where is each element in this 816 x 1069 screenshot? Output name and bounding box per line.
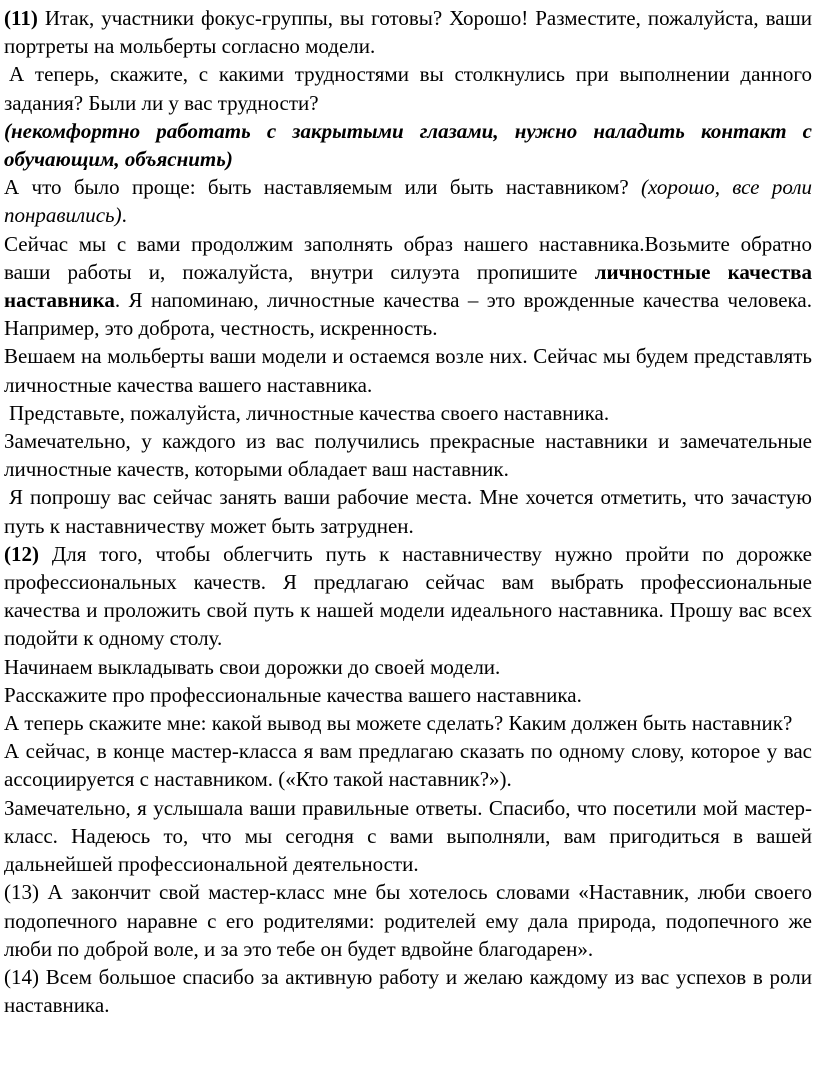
paragraph-bold-phrase: личностные качества наставника xyxy=(4,259,812,313)
paragraph-professional-qualities xyxy=(4,681,812,709)
paragraph-expected-answer xyxy=(4,117,812,173)
paragraph-14 xyxy=(4,963,812,1019)
paragraph-text: Для того, чтобы облегчить путь к наставничеству нужно пройти по дорожке профессиональных качеств. Я предлагаю сейчас вам выбрать профессиональные качества и проложить свой путь к нашей модели идеального наставника. Прошу вас всех подойти к одному столу. xyxy=(4,541,812,651)
paragraph-text: Расскажите про профессиональные качества вашего наставника. xyxy=(4,682,582,707)
paragraph-text: (13) А закончит свой мастер-класс мне бы хотелось словами «Наставник, люби своего подопечного наравне с его родителями: родителей ему дала природа, подопечного же люби по доброй воле, и за это тебе он будет вдвойне благодарен». xyxy=(4,880,812,961)
paragraph-present xyxy=(4,399,812,427)
paragraph-text: Итак, участники фокус-группы, вы готовы? Хорошо! Разместите, пожалуйста, ваши портреты на мольберты согласно модели. xyxy=(4,6,812,59)
paragraph-text: Замечательно, у каждого из вас получились прекрасные наставники и замечательные личностные качеств, которыми обладает ваш наставник. xyxy=(4,429,812,482)
paragraph-12 xyxy=(4,540,812,653)
paragraph-conclusion-question xyxy=(4,709,812,737)
paragraph-roles-question xyxy=(4,173,812,229)
paragraph-tail: . Я напоминаю, личностные качества – это врожденные качества человека. Например, это доброта, честность, искренность. xyxy=(4,288,812,341)
paragraph-workplaces xyxy=(4,483,812,539)
paragraph-11 xyxy=(4,4,812,60)
paragraph-text: А сейчас, в конце мастер-класса я вам предлагаю сказать по одному слову, которое у вас ассоциируется с наставником. («Кто такой наставник?»). xyxy=(4,739,812,792)
paragraph-text: Вешаем на мольберты ваши модели и остаемся возле них. Сейчас мы будем представлять личностные качества вашего наставника. xyxy=(4,344,812,397)
paragraph-thanks xyxy=(4,794,812,879)
paragraph-text: (14) Всем большое спасибо за активную работу и желаю каждому из вас успехов в роли наставника. xyxy=(4,964,812,1018)
paragraph-text: А что было проще: быть наставляемым или быть наставником? xyxy=(4,175,642,200)
paragraph-text: Замечательно, я услышала ваши правильные ответы. Спасибо, что посетили мой мастер-класс. Надеюсь то, что мы сегодня с вами выполняли, вам пригодиться в вашей дальнейшей профессиональной деятельности. xyxy=(4,795,812,877)
step-number-11: (11) xyxy=(4,6,38,30)
paragraph-text: А теперь скажите мне: какой вывод вы можете сделать? Каким должен быть наставник? xyxy=(4,711,793,736)
paragraph-easels xyxy=(4,342,812,398)
paragraph-text: (некомфортно работать с закрытыми глазами, нужно наладить контакт с обучающим, объяснить) xyxy=(4,118,812,172)
paragraph-italic-answer: (хорошо, все роли понравились) xyxy=(4,175,812,228)
paragraph-one-word xyxy=(4,737,812,793)
paragraph-personal-qualities xyxy=(4,230,812,343)
paragraph-difficulties-question xyxy=(4,60,812,116)
paragraph-text: Я попрошу вас сейчас занять ваши рабочие места. Мне хочется отметить, что зачастую путь к наставничеству может быть затруднен. xyxy=(4,485,812,538)
paragraph-text: Сейчас мы с вами продолжим заполнять образ нашего наставника.Возьмите обратно ваши работы и, пожалуйста, внутри силуэта пропишите xyxy=(4,231,812,284)
paragraph-13 xyxy=(4,878,812,963)
paragraph-wonderful xyxy=(4,427,812,483)
step-number-12: (12) xyxy=(4,541,39,566)
paragraph-text: Начинаем выкладывать свои дорожки до своей модели. xyxy=(4,654,501,679)
paragraph-text: А теперь, скажите, с какими трудностями вы столкнулись при выполнении данного задания? Были ли у вас трудности? xyxy=(4,62,812,115)
paragraph-lay-paths xyxy=(4,653,812,681)
paragraph-text: Представьте, пожалуйста, личностные качества своего наставника. xyxy=(9,400,610,425)
paragraph-tail: . xyxy=(121,203,127,228)
